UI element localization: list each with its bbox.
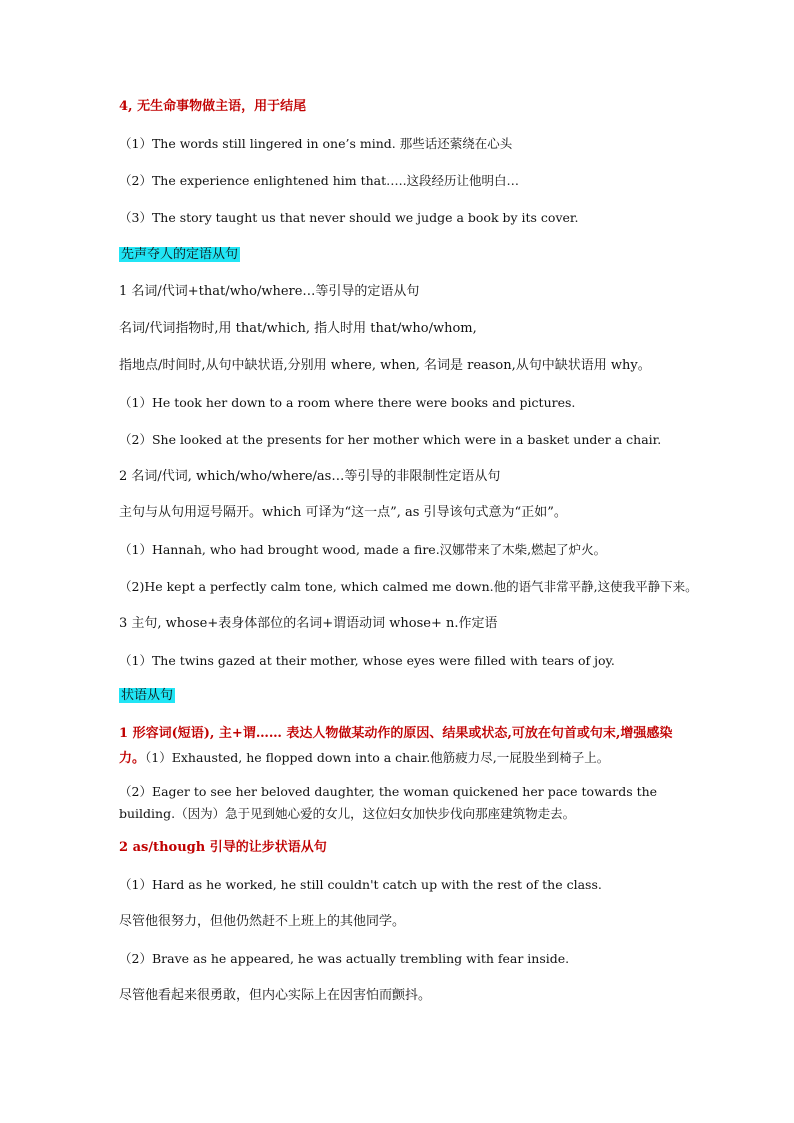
- example-translation: 尽管他很努力，但他仍然赶不上班上的其他同学。: [119, 914, 406, 929]
- rule-note: 名词/代词指物时,用 that/which, 指人时用 that/who/whom,: [119, 321, 477, 336]
- example-line: （2）She looked at the presents for her mother which were in a basket under a chair.: [119, 432, 662, 447]
- example-line: （1）Hannah, who had brought wood, made a fire.汉娜带来了木柴,燃起了炉火。: [119, 542, 607, 557]
- rule-title: 2 名词/代词, which/who/where/as…等引导的非限制性定语从句: [119, 469, 501, 484]
- example-line: （1）The twins gazed at their mother, whose eyes were filled with tears of joy.: [119, 653, 615, 668]
- rule-title-red: 1 形容词(短语), 主+谓…… 表达人物做某动作的原因、结果或状态,可放在句首或句末,增强感染力。: [119, 726, 673, 766]
- adverbial-rule-paragraph: [119, 722, 694, 771]
- example-line: （1）The words still lingered in one’s mind. 那些话还萦绕在心头: [119, 136, 513, 151]
- example-line: （1）Exhausted, he flopped down into a chair.他筋疲力尽,一屁股坐到椅子上。: [145, 750, 610, 765]
- example-translation: 尽管他看起来很勇敢，但内心实际上在因害怕而颤抖。: [119, 988, 432, 1003]
- section-heading-inanimate-subject: 4, 无生命事物做主语，用于结尾: [119, 99, 307, 114]
- highlighted-heading-relative-clause: [119, 245, 694, 265]
- highlighted-heading-adverbial-clause: [119, 686, 694, 706]
- example-line: （2)He kept a perfectly calm tone, which calmed me down.他的语气非常平静,这使我平静下来。: [119, 579, 698, 594]
- example-line: （2）The experience enlightened him that…..这段经历让他明白…: [119, 173, 520, 188]
- example-line: （1）Hard as he worked, he still couldn't catch up with the rest of the class.: [119, 877, 602, 892]
- rule-note: 主句与从句用逗号隔开。which 可译为“这一点”, as 引导该句式意为“正如”。: [119, 505, 567, 520]
- rule-title-red: 2 as/though 引导的让步状语从句: [119, 840, 327, 855]
- example-paragraph: （2）Eager to see her beloved daughter, the woman quickened her pace towards the building.（因为）急于见到她心爱的女儿，这位妇女加快步伐向那座建筑物走去。: [119, 784, 658, 821]
- example-line: （2）Brave as he appeared, he was actually trembling with fear inside.: [119, 951, 570, 966]
- rule-title: 3 主句, whose+表身体部位的名词+谓语动词 whose+ n.作定语: [119, 616, 498, 631]
- rule-title: 1 名词/代词+that/who/where…等引导的定语从句: [119, 284, 420, 299]
- rule-note: 指地点/时间时,从句中缺状语,分别用 where, when, 名词是 reason,从句中缺状语用 why。: [119, 358, 651, 373]
- highlight-label: 状语从句: [121, 688, 174, 703]
- example-line: （3）The story taught us that never should we judge a book by its cover.: [119, 210, 579, 225]
- example-line: （1）He took her down to a room where there were books and pictures.: [119, 395, 576, 410]
- highlight-label: 先声夺人的定语从句: [121, 247, 239, 262]
